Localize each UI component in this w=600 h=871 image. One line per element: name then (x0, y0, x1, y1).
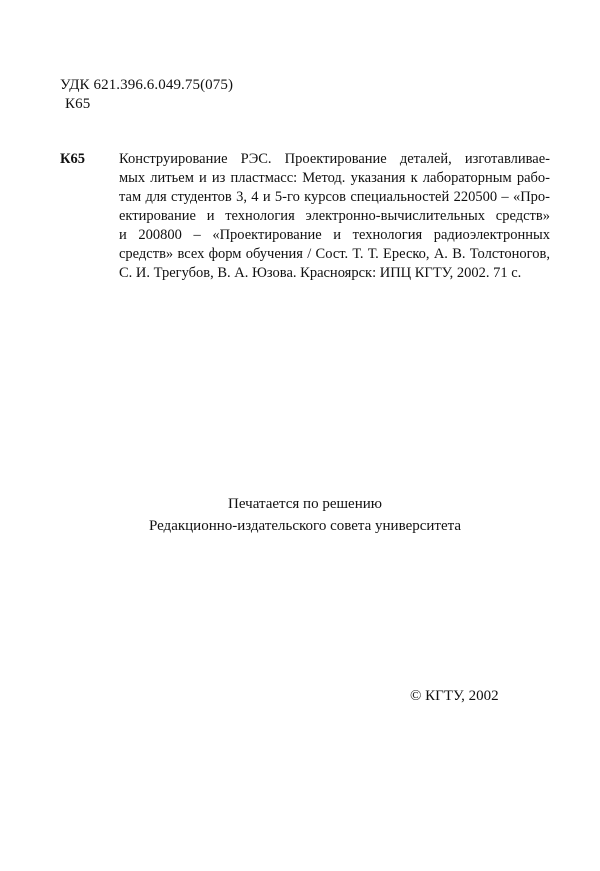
record-line: Конструирование РЭС. Проектирование деталей, изготавливае- (119, 151, 550, 167)
record-line: средств» всех форм обучения / Сост. Т. Т. Ереско, А. В. Толстоногов, (119, 246, 550, 262)
copyright-notice: © КГТУ, 2002 (410, 688, 499, 704)
record-line: С. И. Трегубов, В. А. Юзова. Красноярск: ИПЦ КГТУ, 2002. 71 с. (119, 265, 522, 281)
classification-block (60, 76, 233, 114)
bibliographic-record (60, 150, 550, 283)
record-line: ектирование и технология электронно-вычислительных средств» (119, 208, 550, 224)
approval-line-2: Редакционно-издательского совета университета (148, 518, 462, 534)
record-text (119, 150, 550, 283)
publication-approval (0, 493, 600, 537)
record-line: там для студентов 3, 4 и 5-го курсов специальностей 220500 – «Про- (119, 189, 550, 205)
record-line: и 200800 – «Проектирование и технология радиоэлектронных (119, 227, 550, 243)
record-line: мых литьем и из пластмасс: Метод. указания к лабораторным рабо- (119, 170, 550, 186)
author-sign: К65 (65, 96, 91, 112)
udk-code: УДК 621.396.6.049.75(075) (60, 77, 234, 93)
record-author-sign: К65 (60, 151, 86, 167)
approval-line-1: Печатается по решению (228, 496, 382, 512)
